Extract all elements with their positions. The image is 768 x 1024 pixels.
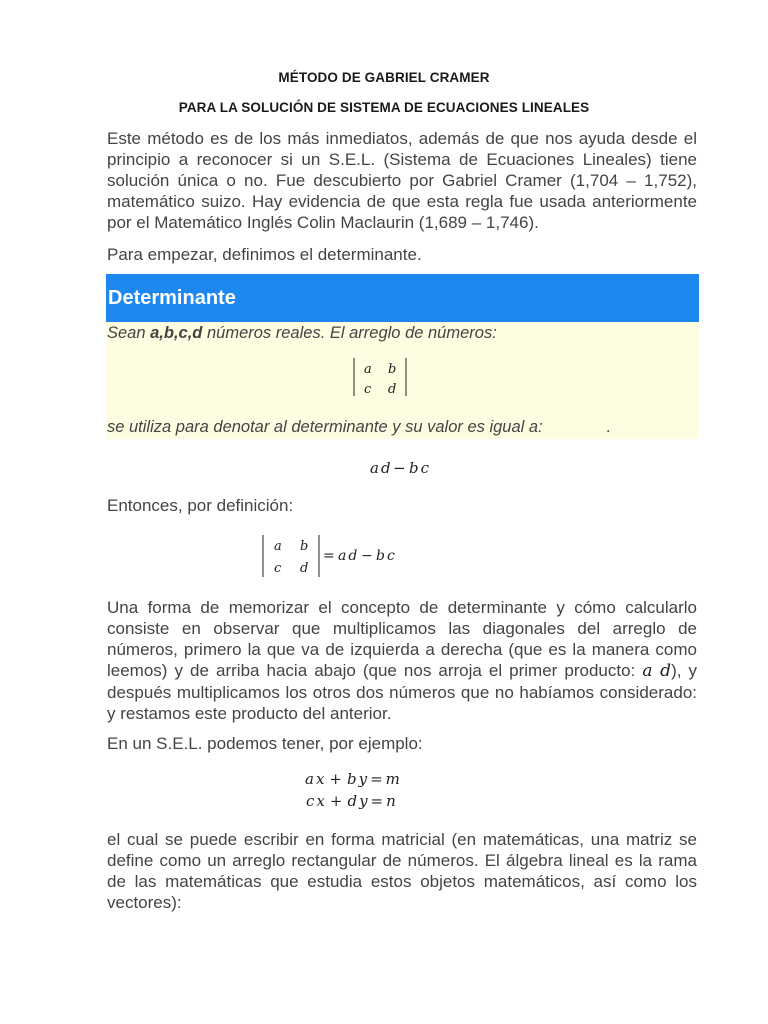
eq-array-d: d — [300, 561, 309, 576]
document-subtitle: PARA LA SOLUCIÓN DE SISTEMA DE ECUACIONES LINEALES — [178, 100, 590, 115]
array-c: c — [364, 382, 372, 397]
memorize-paragraph — [107, 597, 697, 724]
definition-line-1-post: números reales. El arreglo de números: — [202, 324, 497, 342]
eq-minus: − — [361, 548, 373, 564]
determinant-equation — [258, 532, 418, 580]
system-eq-2: c x + d y = n — [306, 792, 396, 810]
eq-b: b — [376, 548, 385, 564]
eq-c: c — [386, 548, 395, 564]
eq-array-a: a — [274, 539, 282, 554]
array-b: b — [388, 362, 397, 377]
formula-ad-bc — [365, 454, 445, 482]
definition-heading: Determinante — [106, 274, 699, 322]
eq-array-c: c — [274, 561, 282, 576]
memorize-text-pre: Una forma de memorizar el concepto de determinante y cómo calcularlo consiste en observar que multiplicamos las diagonales del arreglo de números, primero la que va de izquierda a derecha (que es la manera como leemos) y de arriba hacia abajo (que nos arroja el primer producto: — [107, 598, 697, 680]
formula-a: a — [370, 459, 379, 477]
eq-equals: = — [323, 548, 335, 564]
formula-minus: − — [393, 459, 406, 477]
definition-line-2-end: . — [606, 418, 612, 436]
svg-text:bc — [409, 459, 430, 477]
eq-a: a — [338, 548, 347, 564]
intro-paragraph: Este método es de los más inmediatos, además de que nos ayuda desde el principio a reconocer si un S.E.L. (Sistema de Ecuaciones Lineales) tiene solución única o no. Fue descubierto por Gabriel Cramer (1,704 – 1,752), matemático suizo. Hay evidencia de que esta regla fue usada anteriormente por el Matemático Inglés Colin Maclaurin (1,689 – 1,746). — [107, 129, 697, 232]
array-d: d — [388, 382, 397, 397]
document-title: MÉTODO DE GABRIEL CRAMER — [278, 70, 490, 85]
matrix-paragraph: el cual se puede escribir en forma matricial (en matemáticas, una matriz se define como un arreglo rectangular de números. El álgebra lineal es la rama de las matemáticas que estudia estos objetos matemáticos, así como los vectores): — [107, 830, 697, 912]
definition-paragraph: Entonces, por definición: — [107, 496, 294, 515]
definition-line-2-text: se utiliza para denotar al determinante y su valor es igual a: — [107, 418, 543, 436]
eq-array-b: b — [300, 539, 309, 554]
definition-line-1-pre: Sean — [107, 324, 151, 342]
formula-d: d — [380, 459, 391, 477]
system-eq-1: a x + b y = m — [305, 770, 400, 788]
sel-paragraph: En un S.E.L. podemos tener, por ejemplo: — [107, 734, 423, 753]
svg-text:ad — [338, 548, 357, 564]
svg-text:bc — [376, 548, 395, 564]
array-a: a — [364, 362, 372, 377]
memorize-math-ad: a d — [642, 661, 672, 681]
definition-variables: a,b,c,d — [150, 324, 203, 342]
start-paragraph: Para empezar, definimos el determinante. — [107, 245, 422, 264]
definition-line-1 — [107, 324, 497, 343]
definition-box — [106, 274, 699, 439]
determinant-array — [351, 354, 421, 400]
svg-text:ad — [370, 459, 391, 477]
equation-system — [300, 767, 420, 815]
memorize-text-post: ), y después multiplicamos los otros dos números que no habíamos considerado: y restamos este producto del anterior. — [107, 661, 697, 723]
formula-c: c — [420, 459, 430, 477]
formula-b: b — [409, 459, 419, 477]
definition-line-2 — [107, 418, 611, 437]
eq-d: d — [348, 548, 358, 564]
